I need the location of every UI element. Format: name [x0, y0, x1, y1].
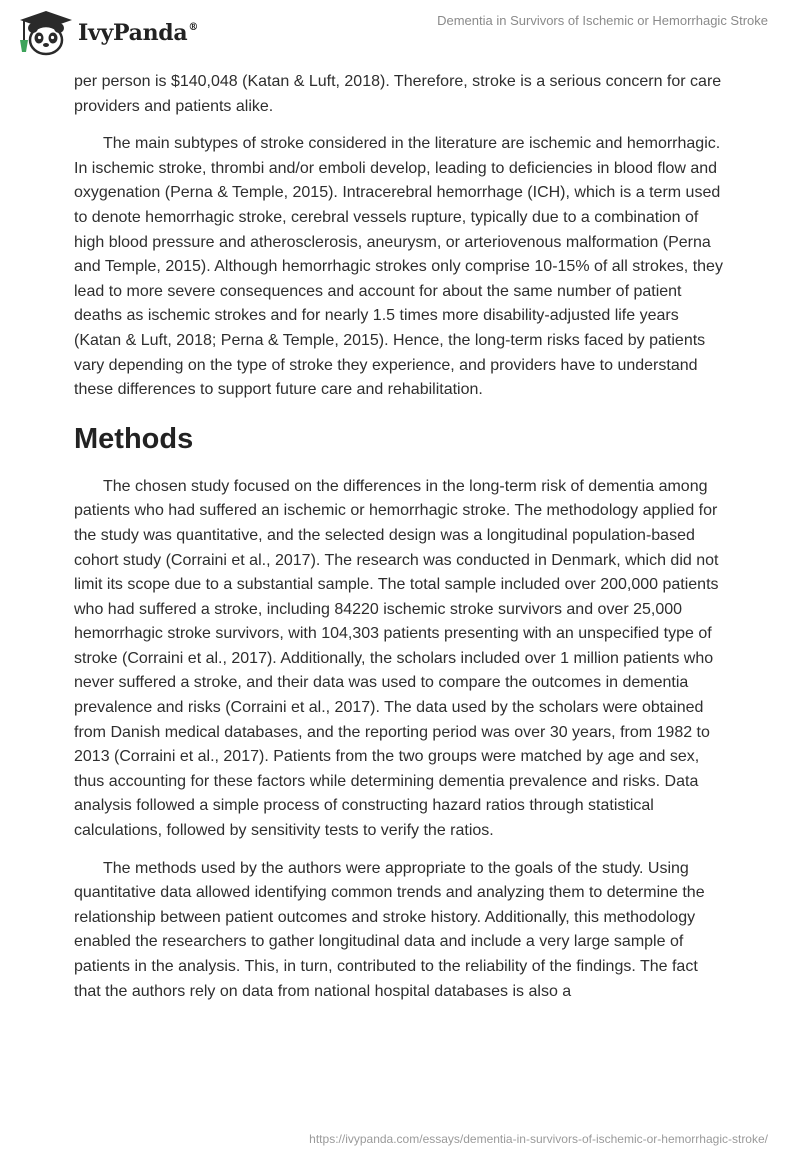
- ivypanda-logo[interactable]: [10, 10, 198, 56]
- paragraph-methods-study: The chosen study focused on the differences in the long-term risk of dementia among patients who had suffered an ischemic or hemorrhagic stroke. The methodology applied for the study was quantitative, and the selected design was a longitudinal population-based cohort study (Corraini et al., 2017). The research was conducted in Denmark, which did not limit its scope due to a substantial sample. The total sample included over 200,000 patients who had suffered a stroke, including 84220 ischemic stroke survivors and over 25,000 hemorrhagic stroke survivors, with 104,303 patients presenting with an unspecified type of stroke (Corraini et al., 2017). Additionally, the scholars included over 1 million patients who never suffered a stroke, and their data was used to compare the outcomes in dementia prevalence and risks (Corraini et al., 2017). The data used by the scholars were obtained from Danish medical databases, and the reporting period was over 30 years, from 1982 to 2013 (Corraini et al., 2017). Patients from the two groups were matched by age and sex, thus accounting for these factors while determining dementia prevalence and risks. Data analysis followed a simple process of constructing hazard ratios through statistical calculations, followed by sensitivity tests to verify the ratios.: [74, 477, 719, 840]
- paragraph-intro-continued: per person is $140,048 (Katan & Luft, 2018). Therefore, stroke is a serious concern for care providers and patients alike.: [74, 73, 722, 115]
- paragraph-methods-appropriateness: The methods used by the authors were appropriate to the goals of the study. Using quantitative data allowed identifying common trends and analyzing them to determine the relationship between patient outcomes and stroke history. Additionally, this methodology enabled the researchers to gather longitudinal data and include a very large sample of patients in the analysis. This, in turn, contributed to the reliability of the findings. The fact that the authors rely on data from national hospital databases is also a: [74, 859, 705, 1000]
- source-url[interactable]: https://ivypanda.com/essays/dementia-in-survivors-of-ischemic-or-hemorrhagic-stroke/: [309, 1132, 768, 1146]
- page-header: [0, 0, 800, 68]
- logo-text: IvyPanda®: [78, 20, 199, 46]
- document-title: Dementia in Survivors of Ischemic or Hemorrhagic Stroke: [437, 13, 768, 28]
- essay-body: [74, 70, 724, 1017]
- methods-heading: Methods: [74, 422, 194, 455]
- panda-graduate-icon: [10, 10, 76, 56]
- paragraph-stroke-subtypes: The main subtypes of stroke considered in the literature are ischemic and hemorrhagic. In ischemic stroke, thrombi and/or emboli develop, leading to deficiencies in blood flow and oxygenation (Perna & Temple, 2015). Intracerebral hemorrhage (ICH), which is a term used to denote hemorrhagic stroke, cerebral vessels rupture, typically due to a combination of high blood pressure and atherosclerosis, aneurysm, or arteriovenous malformation (Perna and Temple, 2015). Although hemorrhagic strokes only comprise 10-15% of all strokes, they lead to more severe consequences and account for about the same number of patient deaths as ischemic strokes and for nearly 1.5 times more disability-adjusted life years (Katan & Luft, 2018; Perna & Temple, 2015). Hence, the long-term risks faced by patients vary depending on the type of stroke they experience, and providers have to understand these differences to support future care and rehabilitation.: [74, 135, 723, 399]
